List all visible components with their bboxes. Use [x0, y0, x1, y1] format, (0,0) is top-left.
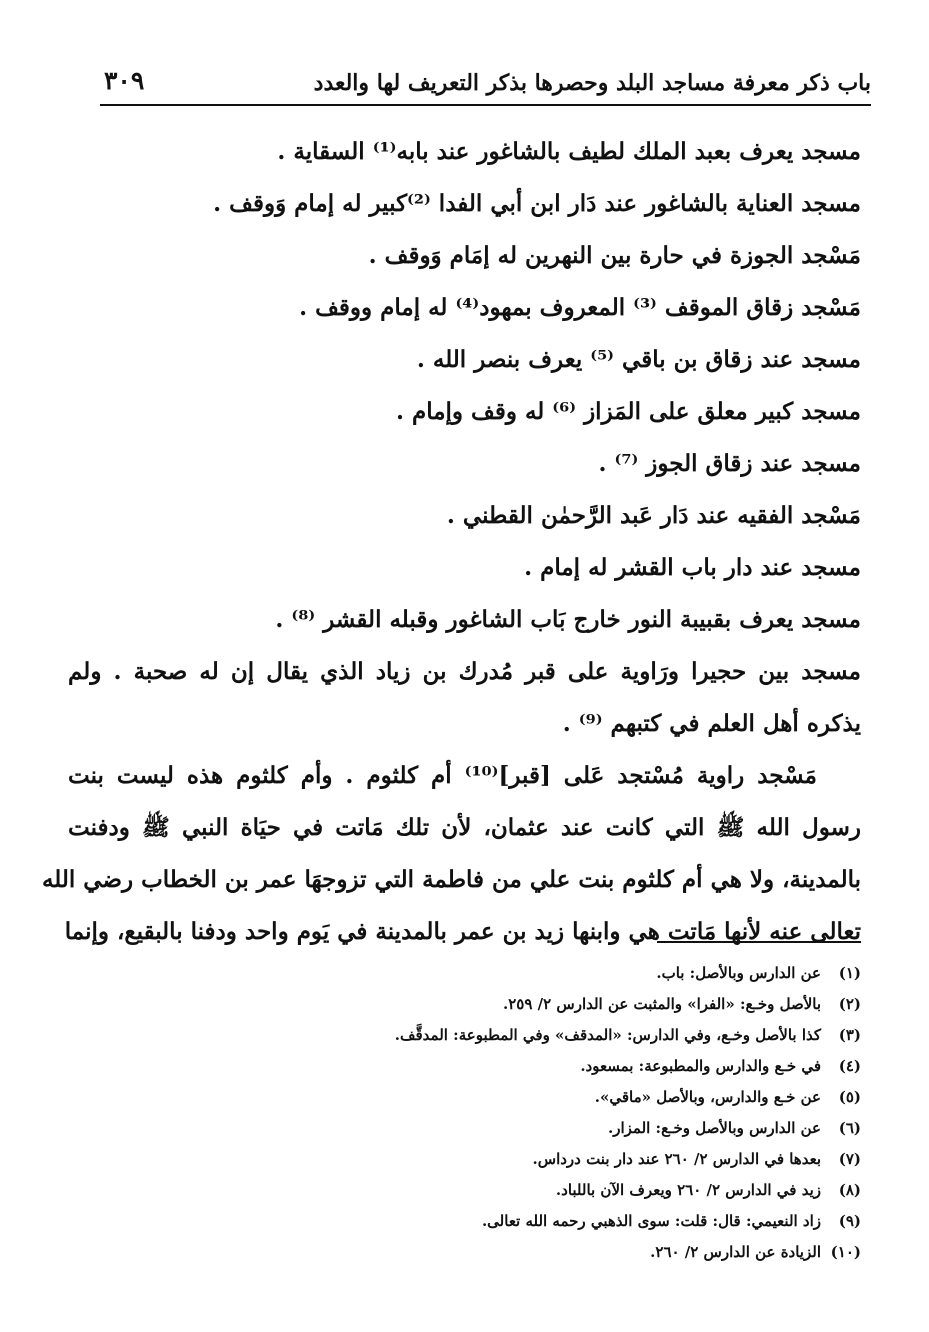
footnote-text: الزيادة عن الدارس ٢/ ٢٦٠. — [650, 1243, 821, 1261]
footnote-number: (٨) — [838, 1181, 861, 1199]
footnote-number: (٢) — [838, 995, 861, 1013]
text-line: مسجد عند زقاق بن باقي ⁽⁵⁾ يعرف بنصر الله . — [416, 346, 861, 373]
text-line: مسجد يعرف بقبيبة النور خارج بَاب الشاغور وقبله القشر ⁽⁸⁾ . — [275, 606, 861, 633]
footnote-rule — [657, 941, 861, 943]
text-line: مَسْجد راوية مُسْتجد عَلى [قبر]⁽¹⁰⁾ أم كلثوم . وأم كلثوم هذه ليست بنت — [68, 762, 817, 789]
footnote — [200, 1113, 861, 1144]
footnote — [200, 958, 861, 989]
footnote-text: بعدها في الدارس ٢/ ٢٦٠ عند دار بنت درداس. — [532, 1150, 821, 1168]
text-line: مسجد كبير معلق على المَزاز ⁽⁶⁾ له وقف وإمام . — [395, 398, 861, 425]
text-line: مَسْجد الجوزة في حارة بين النهرين له إمَام وَوقف . — [368, 242, 861, 269]
footnote — [200, 1082, 861, 1113]
footnote — [200, 1237, 861, 1268]
text-line: رسول الله ﷺ التي كانت عند عثمان، لأن تلك مَاتت في حيَاة النبي ﷺ ودفنت — [68, 814, 861, 841]
footnote-number: (٧) — [838, 1150, 861, 1168]
text-line: مسجد العناية بالشاغور عند دَار ابن أبي الفدا ⁽²⁾كبير له إمام وَوقف . — [213, 190, 861, 217]
footnote — [200, 1020, 861, 1051]
footnote-number: (٥) — [838, 1088, 861, 1106]
footnote-text: زيد في الدارس ٢/ ٢٦٠ ويعرف الآن باللباد. — [555, 1181, 821, 1199]
header-rule — [100, 104, 871, 106]
footnote — [200, 989, 861, 1020]
footnote-text: كذا بالأصل وخـع، وفي الدارس: «المدقف» وفي المطبوعة: المدقَّف. — [394, 1026, 821, 1044]
footnote-number: (١٠) — [830, 1243, 861, 1261]
page-number: ٣٠٩ — [104, 66, 145, 95]
footnote-text: عن خـع والدارس، وبالأصل «ماقي». — [594, 1088, 821, 1106]
text-line: بالمدينة، ولا هي أم كلثوم بنت علي من فاطمة التي تزوجهَا عمر بن الخطاب رضي الله — [41, 866, 861, 893]
footnote-text: عن الدارس وبالأصل: باب. — [656, 964, 821, 982]
footnote — [200, 1051, 861, 1082]
running-title: باب ذكر معرفة مساجد البلد وحصرها بذكر التعريف لها والعدد — [313, 70, 871, 96]
footnote — [200, 1206, 861, 1237]
footnote — [200, 1144, 861, 1175]
main-text — [41, 126, 861, 958]
footnotes — [200, 958, 861, 1268]
text-line: مسجد يعرف بعبد الملك لطيف بالشاغور عند بابه⁽¹⁾ السقاية . — [277, 138, 861, 165]
text-line: مسجد عند زقاق الجوز ⁽⁷⁾ . — [598, 450, 861, 477]
text-line: مَسْجد زقاق الموقف ⁽³⁾ المعروف بمهود⁽⁴⁾ له إمام ووقف . — [299, 294, 861, 321]
text-line: تعالى عنه لأنها مَاتت هي وابنها زيد بن عمر بالمدينة في يَوم واحد ودفنا بالبقيع، وإنما — [64, 918, 861, 945]
text-line: مسجد عند دار باب القشر له إمام . — [524, 554, 861, 581]
footnote-text: في خـع والدارس والمطبوعة: بمسعود. — [580, 1057, 821, 1075]
footnote-number: (٤) — [838, 1057, 861, 1075]
footnote-number: (٦) — [838, 1119, 861, 1137]
footnote-text: عن الدارس وبالأصل وخـع: المزار. — [608, 1119, 821, 1137]
footnote-number: (٩) — [838, 1212, 861, 1230]
footnote-number: (١) — [838, 964, 861, 982]
text-line: مسجد بين حجيرا ورَاوية على قبر مُدرك بن زياد الذي يقال إن له صحبة . ولم — [68, 658, 861, 685]
footnote-number: (٣) — [838, 1026, 861, 1044]
footnote-text: زاد النعيمي: قال: قلت: سوى الذهبي رحمه الله تعالى. — [481, 1212, 821, 1230]
text-line: يذكره أهل العلم في كتبهم ⁽⁹⁾ . — [562, 710, 861, 737]
footnote-text: بالأصل وخـع: «الفرا» والمثبت عن الدارس ٢/ ٢٥٩. — [503, 995, 821, 1013]
text-line: مَسْجد الفقيه عند دَار عَبد الرَّحمٰن القطني . — [446, 502, 861, 529]
footnote — [200, 1175, 861, 1206]
